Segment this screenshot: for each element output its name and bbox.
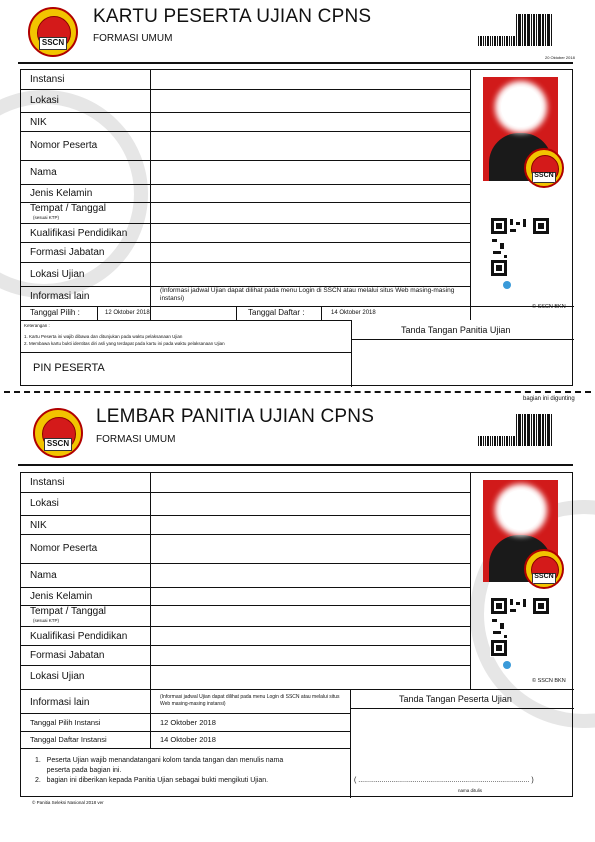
value-tanggal-pilih-instansi: 12 Oktober 2018 <box>160 718 216 727</box>
label-nomor-peserta: Nomor Peserta <box>30 543 98 554</box>
page-subtitle: FORMASI UMUM <box>93 33 173 44</box>
name-line: ( ........................................................................................ ) <box>354 777 534 784</box>
note-sesuai-ktp: (sesuai KTP) <box>33 215 60 220</box>
label-informasi-lain: Informasi lain <box>30 697 90 708</box>
label-kualifikasi: Kualifikasi Pendidikan <box>30 631 128 642</box>
info-note: (Informasi jadwal Ujian dapat dilihat pada menu Login di SSCN atau melalui situs Web masing-masing instansi) <box>160 287 455 302</box>
info-note: (Informasi jadwal Ujian dapat dilihat pada menu Login di SSCN atau melalui situs Web masing-masing instansi) <box>160 694 340 707</box>
label-instansi: Instansi <box>30 74 65 85</box>
value-tanggal-daftar: 14 Oktober 2018 <box>331 310 376 316</box>
copyright: © SSCN BKN <box>532 304 566 310</box>
qr-code <box>490 597 550 657</box>
sheet-title: LEMBAR PANITIA UJIAN CPNS <box>96 406 375 427</box>
label-tanggal-daftar-instansi: Tanggal Daftar Instansi <box>30 735 107 744</box>
label-nik: NIK <box>30 520 47 531</box>
label-instansi: Instansi <box>30 477 65 488</box>
instruction-line: peserta pada bagian ini. <box>35 767 122 774</box>
page-title: KARTU PESERTA UJIAN CPNS <box>93 6 372 27</box>
ttd-panitia-label: Tanda Tangan Panitia Ujian <box>401 325 511 335</box>
label-formasi-jabatan: Formasi Jabatan <box>30 247 105 258</box>
label-lokasi: Lokasi <box>30 95 59 106</box>
qr-caption <box>503 281 511 289</box>
cut-text: bagian ini digunting <box>523 396 575 402</box>
label-nama: Nama <box>30 167 57 178</box>
label-jenis-kelamin: Jenis Kelamin <box>30 188 93 199</box>
photo-sscn-badge: SSCN <box>524 148 564 188</box>
sscn-logo: SSCN <box>33 408 83 458</box>
sscn-logo: SSCN <box>28 7 78 57</box>
value-tanggal-pilih: 12 Oktober 2018 <box>105 310 150 316</box>
sheet-subtitle: FORMASI UMUM <box>96 434 176 445</box>
label-lokasi-ujian: Lokasi Ujian <box>30 269 85 280</box>
label-nomor-peserta: Nomor Peserta <box>30 140 98 151</box>
label-nama: Nama <box>30 570 57 581</box>
barcode <box>478 414 552 446</box>
qr-code <box>490 217 550 277</box>
name-caption: nama ditulis <box>458 788 483 793</box>
header-rule <box>18 464 573 466</box>
footer-text: © Panitia Seleksi Nasional 2018 ver <box>32 800 104 805</box>
note-sesuai-ktp: (sesuai KTP) <box>33 618 60 623</box>
instruction-line: 1. Peserta Ujian wajib menandatangani kolom tanda tangan dan menulis nama <box>35 757 284 764</box>
value-tanggal-daftar-instansi: 14 Oktober 2018 <box>160 735 216 744</box>
print-date: 20 Oktober 2018 <box>545 55 575 60</box>
qr-caption <box>503 661 511 669</box>
label-tanggal-pilih-instansi: Tanggal Pilih Instansi <box>30 718 101 727</box>
label-tanggal-daftar: Tanggal Daftar : <box>248 308 305 317</box>
label-tanggal-pilih: Tanggal Pilih : <box>30 308 80 317</box>
label-informasi-lain: Informasi lain <box>30 291 90 302</box>
photo-sscn-badge: SSCN <box>524 549 564 589</box>
keterangan-label: Keterangan : <box>24 323 50 328</box>
ttd-peserta-label: Tanda Tangan Peserta Ujian <box>399 694 512 704</box>
keterangan-item: 1. Kartu Peserta ini wajib dibawa dan ditunjukan pada waktu pelaksanaan Ujian <box>24 334 183 339</box>
instruction-line: 2. bagian ini diberikan kepada Panitia Ujian sebagai bukti mengikuti Ujian. <box>35 777 269 784</box>
keterangan-item: 2. Membawa kartu bukti identitas diri asli yang terdapat pada kartu ini pada waktu pelaksanaan Ujian <box>24 341 225 346</box>
copyright: © SSCN BKN <box>532 678 566 684</box>
label-tempat-tanggal: Tempat / Tanggal <box>30 606 106 617</box>
label-kualifikasi: Kualifikasi Pendidikan <box>30 228 128 239</box>
label-formasi-jabatan: Formasi Jabatan <box>30 650 105 661</box>
label-jenis-kelamin: Jenis Kelamin <box>30 591 93 602</box>
header-rule <box>18 62 573 64</box>
barcode <box>478 14 552 46</box>
cut-line <box>4 391 591 393</box>
pin-peserta-label: PIN PESERTA <box>33 362 105 374</box>
label-lokasi: Lokasi <box>30 498 59 509</box>
label-lokasi-ujian: Lokasi Ujian <box>30 671 85 682</box>
label-nik: NIK <box>30 117 47 128</box>
label-tempat-tanggal: Tempat / Tanggal <box>30 203 106 214</box>
